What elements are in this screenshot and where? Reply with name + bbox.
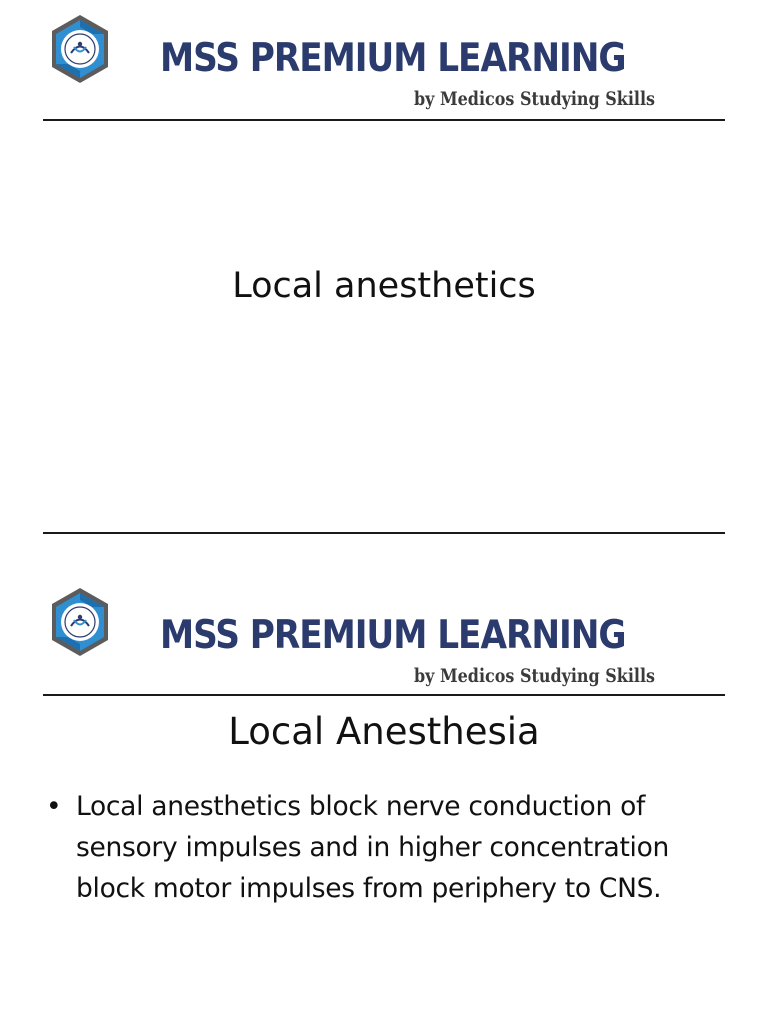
brand-subtitle: by Medicos Studying Skills bbox=[414, 88, 656, 110]
slide-2 bbox=[0, 580, 768, 1024]
brand-subtitle: by Medicos Studying Skills bbox=[414, 665, 656, 687]
slide-title: Local anesthetics bbox=[232, 266, 536, 306]
slide-title: Local Anesthesia bbox=[228, 710, 540, 753]
brand-title: MSS PREMIUM LEARNING bbox=[160, 613, 626, 658]
bullet-dot-icon: • bbox=[46, 791, 62, 822]
bullet-text: Local anesthetics block nerve conduction of sensory impulses and in higher concentration block motor impulses from periphery to CNS. bbox=[76, 791, 670, 904]
mss-logo-icon bbox=[48, 586, 112, 658]
bullet-list bbox=[44, 786, 734, 909]
brand-title: MSS PREMIUM LEARNING bbox=[160, 36, 626, 81]
bullet-item bbox=[44, 786, 734, 909]
slide-divider bbox=[43, 532, 725, 534]
header-divider bbox=[43, 694, 725, 696]
header-divider bbox=[43, 119, 725, 121]
mss-logo-icon bbox=[48, 13, 112, 85]
